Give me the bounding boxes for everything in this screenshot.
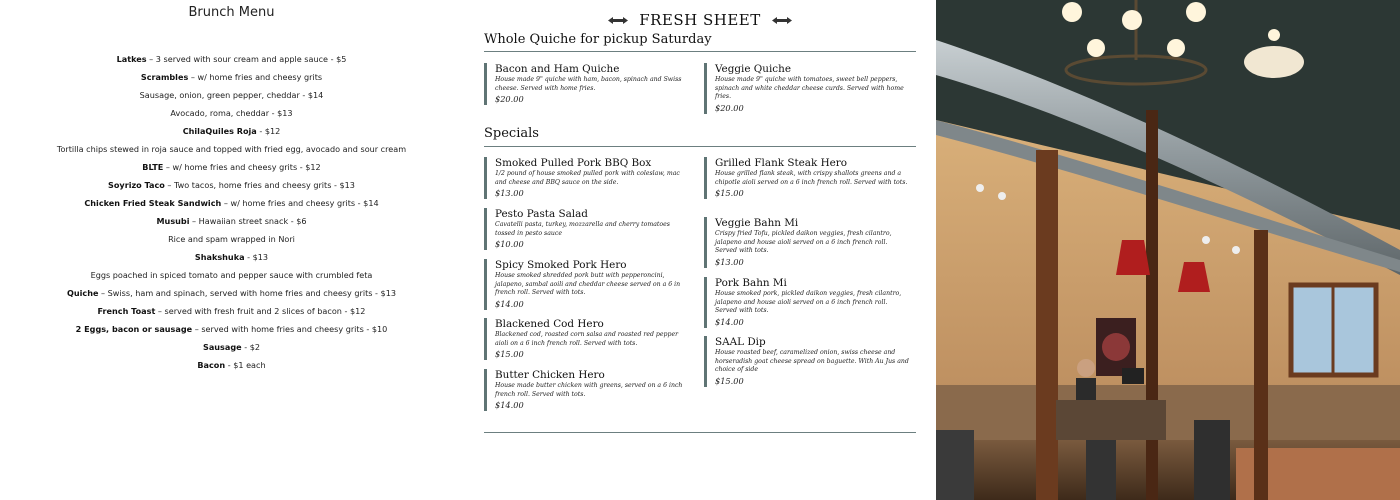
quiche-item-price: $20.00 [495, 94, 524, 105]
right-ornament-icon [772, 16, 792, 25]
brunch-menu-list [0, 50, 463, 374]
register [1122, 368, 1144, 384]
quiche-item [704, 63, 910, 114]
special-item-price: $10.00 [495, 239, 524, 250]
brunch-item-name: 2 Eggs, bacon or sausage [75, 324, 193, 334]
fresh-sheet-title: FRESH SHEET [639, 11, 761, 29]
brunch-item-detail: - $13 [244, 252, 269, 262]
brunch-line [0, 68, 463, 86]
quiche-item-name: Bacon and Ham Quiche [495, 63, 620, 75]
brunch-item-detail: – w/ home fries and cheesy grits - $12 [163, 162, 321, 172]
brunch-item-name: Chicken Fried Steak Sandwich [84, 198, 222, 208]
brunch-item-detail: - $12 [256, 126, 281, 136]
bottom-divider [484, 432, 916, 433]
special-item [704, 336, 910, 387]
special-item [704, 217, 910, 268]
brunch-menu [0, 0, 463, 500]
wood-beam [1146, 110, 1158, 500]
brunch-line [0, 320, 463, 338]
brunch-item-detail: - $1 each [225, 360, 266, 370]
brunch-line [0, 266, 463, 284]
special-item-desc: House smoked pork, pickled daikon veggies, fresh cilantro, jalapeno and house aioli served on a 6 inch french roll. Served with tots. [715, 290, 902, 315]
restaurant-interior-illustration [936, 0, 1400, 500]
brunch-item-detail: Rice and spam wrapped in Nori [168, 234, 295, 244]
brunch-item-detail: – Swiss, ham and spinach, served with home fries and cheesy grits - $13 [98, 288, 396, 298]
special-item-name: Smoked Pulled Pork BBQ Box [495, 157, 652, 169]
quiche-item [484, 63, 690, 105]
brunch-item-detail: Sausage, onion, green pepper, cheddar - $14 [139, 90, 324, 100]
special-item-price: $14.00 [715, 316, 744, 327]
special-item [484, 259, 690, 310]
special-item-desc: House smoked shredded pork butt with pepperoncini, jalapeno, sambal aoili and cheddar cheese served on a 6 in french roll. Served with tots. [495, 272, 681, 297]
brunch-item-detail: - $2 [241, 342, 260, 352]
brunch-item-name: Bacon [197, 360, 226, 370]
brunch-item-detail: – 3 served with sour cream and apple sauce - $5 [146, 54, 347, 64]
special-item-name: Blackened Cod Hero [495, 318, 604, 330]
special-item-name: Pork Bahn Mi [715, 277, 787, 289]
special-item [484, 369, 690, 411]
brunch-item-detail: – served with home fries and cheesy grits - $10 [192, 324, 388, 334]
special-item-desc: Cavatelli pasta, turkey, mozzarella and cherry tomatoes tossed in pesto sauce [495, 221, 670, 237]
special-item-desc: House roasted beef, caramelized onion, swiss cheese and horseradish goat cheese spread on baguette. With Au Jus and choice of side [715, 349, 909, 374]
special-item [484, 318, 690, 360]
fresh-sheet-header [484, 11, 916, 29]
brunch-menu-title: Brunch Menu [188, 5, 275, 20]
brunch-item-name: Soyrizo Taco [108, 180, 165, 190]
brunch-line [0, 230, 463, 248]
brunch-item-detail: – Hawaiian street snack - $6 [189, 216, 307, 226]
special-item-desc: Blackened cod, roasted corn salsa and roasted red pepper aioli on a 6 inch french roll. Served with tots. [495, 331, 679, 347]
special-item-price: $15.00 [715, 375, 744, 386]
quiche-item-desc: House made 9" quiche with ham, bacon, spinach and Swiss cheese. Served with home fries. [495, 76, 682, 92]
brunch-line [0, 338, 463, 356]
special-item-price: $14.00 [495, 400, 524, 411]
brunch-line [0, 248, 463, 266]
brunch-line [0, 212, 463, 230]
specials-heading: Specials [484, 126, 539, 141]
brunch-line [0, 50, 463, 68]
special-item [484, 157, 690, 199]
brunch-item-name: Musubi [156, 216, 190, 226]
brunch-item-detail: Tortilla chips stewed in roja sauce and topped with fried egg, avocado and sour cream [56, 144, 407, 154]
brunch-item-detail: Eggs poached in spiced tomato and pepper sauce with crumbled feta [90, 270, 373, 280]
counter [1056, 400, 1166, 440]
brunch-line [0, 140, 463, 158]
brunch-line [0, 302, 463, 320]
special-item-desc: 1/2 pound of house smoked pulled pork with coleslaw, mac and cheese and BBQ sauce on the side. [495, 170, 680, 186]
special-item-name: Butter Chicken Hero [495, 369, 605, 381]
wood-post [1254, 230, 1268, 500]
special-item-desc: Crispy fried Tofu, pickled daikon veggies, fresh cilantro, jalapeno and house aioli served on a 6 inch french roll. Served with tots. [715, 230, 892, 255]
special-item-name: Spicy Smoked Pork Hero [495, 259, 627, 271]
quiche-heading: Whole Quiche for pickup Saturday [484, 32, 712, 47]
brunch-item-name: French Toast [97, 306, 156, 316]
brunch-line [0, 194, 463, 212]
quiche-item-price: $20.00 [715, 102, 744, 113]
brunch-line [0, 86, 463, 104]
special-item-price: $14.00 [495, 298, 524, 309]
wood-post [1036, 150, 1058, 500]
special-item-price: $13.00 [495, 188, 524, 199]
quiche-divider [484, 51, 916, 52]
special-item [484, 208, 690, 250]
special-item-name: Veggie Bahn Mi [715, 217, 799, 229]
brunch-item-detail: – Two tacos, home fries and cheesy grits - $13 [164, 180, 355, 190]
special-item-price: $15.00 [495, 349, 524, 360]
fresh-sheet [484, 0, 916, 500]
brunch-item-detail: – served with fresh fruit and 2 slices of bacon - $12 [155, 306, 366, 316]
brunch-line [0, 176, 463, 194]
brunch-item-name: Quiche [66, 288, 99, 298]
brunch-line [0, 104, 463, 122]
special-item-name: Grilled Flank Steak Hero [715, 157, 848, 169]
brunch-item-name: Shakshuka [194, 252, 245, 262]
brunch-item-detail: – w/ home fries and cheesy grits - $14 [221, 198, 379, 208]
brunch-item-detail: Avocado, roma, cheddar - $13 [170, 108, 293, 118]
brunch-item-name: BLTE [142, 162, 164, 172]
brunch-line [0, 122, 463, 140]
brunch-line [0, 158, 463, 176]
special-item-desc: House grilled flank steak, with crispy shallots greens and a chipotle aioli served on a 6 inch french roll. Served with tots. [715, 170, 908, 186]
special-item-name: SAAL Dip [715, 336, 766, 348]
special-item [704, 277, 910, 328]
special-item-price: $15.00 [715, 188, 744, 199]
brunch-item-name: Latkes [116, 54, 147, 64]
brunch-item-name: Scrambles [140, 72, 189, 82]
quiche-item-desc: House made 9" quiche with tomatoes, sweet bell peppers, spinach and white cheddar cheese curds. Served with home fries. [715, 76, 904, 101]
brunch-item-detail: – w/ home fries and cheesy grits [188, 72, 323, 82]
left-ornament-icon [608, 16, 628, 25]
brunch-item-name: ChilaQuiles Roja [182, 126, 257, 136]
specials-divider [484, 146, 916, 147]
brunch-line [0, 356, 463, 374]
brunch-item-name: Sausage [203, 342, 242, 352]
special-item-desc: House made butter chicken with greens, served on a 6 inch french roll. Served with tots. [495, 382, 683, 398]
brunch-line [0, 284, 463, 302]
restaurant-interior-photo [936, 0, 1400, 500]
special-item-name: Pesto Pasta Salad [495, 208, 588, 220]
special-item-price: $13.00 [715, 256, 744, 267]
quiche-item-name: Veggie Quiche [715, 63, 791, 75]
person-head [1077, 359, 1095, 377]
special-item [704, 157, 910, 199]
